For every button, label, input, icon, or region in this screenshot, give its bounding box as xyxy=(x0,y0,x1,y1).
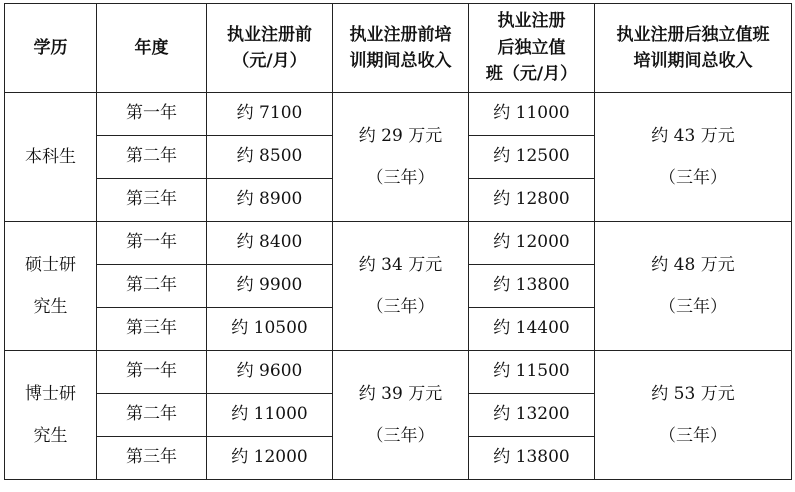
post-monthly-cell: 约 12000 xyxy=(469,222,595,265)
post-monthly-cell: 约 13800 xyxy=(469,437,595,480)
pre-monthly-cell: 约 9600 xyxy=(207,351,333,394)
degree-cell: 本科生 xyxy=(5,93,97,222)
post-monthly-cell: 约 12800 xyxy=(469,179,595,222)
table-row xyxy=(5,222,792,265)
pre-monthly-cell: 约 12000 xyxy=(207,437,333,480)
pre-monthly-cell: 约 8400 xyxy=(207,222,333,265)
year-cell: 第二年 xyxy=(97,136,207,179)
post-monthly-cell: 约 11500 xyxy=(469,351,595,394)
year-cell: 第一年 xyxy=(97,351,207,394)
header-post-monthly: 执业注册 后独立值 班（元/月） xyxy=(469,4,595,93)
income-table xyxy=(4,3,792,480)
degree-cell: 硕士研 究生 xyxy=(5,222,97,351)
post-monthly-cell: 约 13800 xyxy=(469,265,595,308)
pre-monthly-cell: 约 8900 xyxy=(207,179,333,222)
header-pre-monthly: 执业注册前 （元/月） xyxy=(207,4,333,93)
year-cell: 第三年 xyxy=(97,437,207,480)
post-monthly-cell: 约 11000 xyxy=(469,93,595,136)
post-total-cell: 约 48 万元 （三年） xyxy=(595,222,792,351)
header-pre-total: 执业注册前培 训期间总收入 xyxy=(333,4,469,93)
post-monthly-cell: 约 12500 xyxy=(469,136,595,179)
year-cell: 第三年 xyxy=(97,308,207,351)
year-cell: 第一年 xyxy=(97,222,207,265)
header-degree: 学历 xyxy=(5,4,97,93)
post-monthly-cell: 约 13200 xyxy=(469,394,595,437)
post-monthly-cell: 约 14400 xyxy=(469,308,595,351)
table-row xyxy=(5,351,792,394)
post-total-cell: 约 43 万元 （三年） xyxy=(595,93,792,222)
degree-cell: 博士研 究生 xyxy=(5,351,97,480)
year-cell: 第二年 xyxy=(97,265,207,308)
pre-monthly-cell: 约 9900 xyxy=(207,265,333,308)
table-row xyxy=(5,93,792,136)
pre-total-cell: 约 29 万元 （三年） xyxy=(333,93,469,222)
pre-monthly-cell: 约 8500 xyxy=(207,136,333,179)
year-cell: 第二年 xyxy=(97,394,207,437)
pre-monthly-cell: 约 11000 xyxy=(207,394,333,437)
post-total-cell: 约 53 万元 （三年） xyxy=(595,351,792,480)
header-row xyxy=(5,4,792,93)
pre-monthly-cell: 约 7100 xyxy=(207,93,333,136)
header-post-total: 执业注册后独立值班 培训期间总收入 xyxy=(595,4,792,93)
header-year: 年度 xyxy=(97,4,207,93)
pre-total-cell: 约 39 万元 （三年） xyxy=(333,351,469,480)
year-cell: 第一年 xyxy=(97,93,207,136)
pre-total-cell: 约 34 万元 （三年） xyxy=(333,222,469,351)
pre-monthly-cell: 约 10500 xyxy=(207,308,333,351)
year-cell: 第三年 xyxy=(97,179,207,222)
